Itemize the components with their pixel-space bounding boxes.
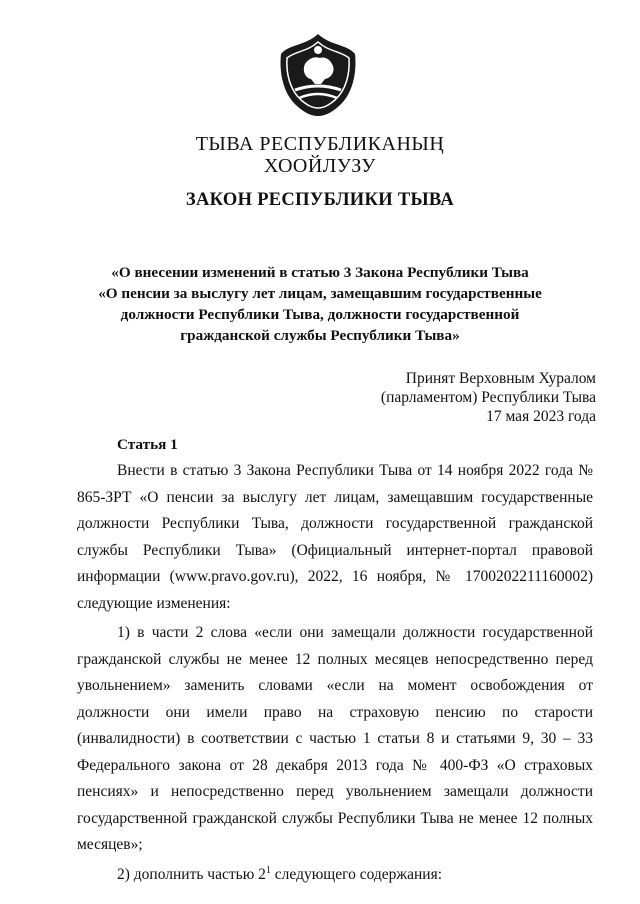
adoption-note: [381, 369, 596, 426]
item-2-text: 2) дополнить частью 2: [117, 865, 266, 883]
adoption-date: 17 мая 2023 года: [486, 408, 596, 425]
adoption-line: Принят Верховным Хуралом: [405, 370, 596, 387]
article-item-2: [77, 862, 593, 889]
item-2-text-end: следующего содержания:: [270, 865, 443, 883]
law-title-line: должности Республики Тыва, должности государственной: [120, 306, 520, 323]
article-paragraph: 1) в части 2 слова «если они замещали должности государственной гражданской службы не менее 12 полных месяцев непосредственно перед увольнением» заменить словами «если на момент освобождения от должности они имели право на страховую пенсию по старости (инвалидности) в соответствии с частью 1 статьи 8 и статьями 9, 30 – 33 Федерального закона от 28 декабря 2013 года № 400-ФЗ «О страховых пенсиях» и непосредственно перед увольнением замещали должности государственной гражданской службы Республики Тыва не менее 12 полных месяцев»;: [77, 624, 593, 853]
law-title-line: «О пенсии за выслугу лет лицам, замещавшим государственные: [98, 285, 542, 302]
law-title: [80, 262, 560, 346]
article-paragraph: Внести в статью 3 Закона Республики Тыва от 14 ноября 2022 года № 865-ЗРТ «О пенсии за выслугу лет лицам, замещавшим государственные должности Республики Тыва, должности государственной гражданской службы Республики Тыва» (Официальный интернет-портал правовой информации (www.pravo.gov.ru), 2022, 16 ноября, № 1700202211160002) следующие изменения:: [77, 462, 593, 612]
article-heading: Статья 1: [117, 436, 178, 453]
adoption-line: (парламентом) Республики Тыва: [380, 389, 596, 406]
document-type: ЗАКОН РЕСПУБЛИКИ ТЫВА: [185, 190, 455, 210]
item-2-superscript: 1: [265, 864, 271, 876]
article-body: [77, 458, 593, 888]
coat-of-arms-icon: [275, 32, 361, 118]
law-title-line: гражданской службы Республики Тыва»: [180, 327, 460, 344]
header-line-2: ХООЙЛУЗУ: [264, 155, 376, 177]
law-title-line: «О внесении изменений в статью 3 Закона Республики Тыва: [111, 264, 529, 281]
header-line-1: ТЫВА РЕСПУБЛИКАНЫҢ: [195, 133, 445, 155]
